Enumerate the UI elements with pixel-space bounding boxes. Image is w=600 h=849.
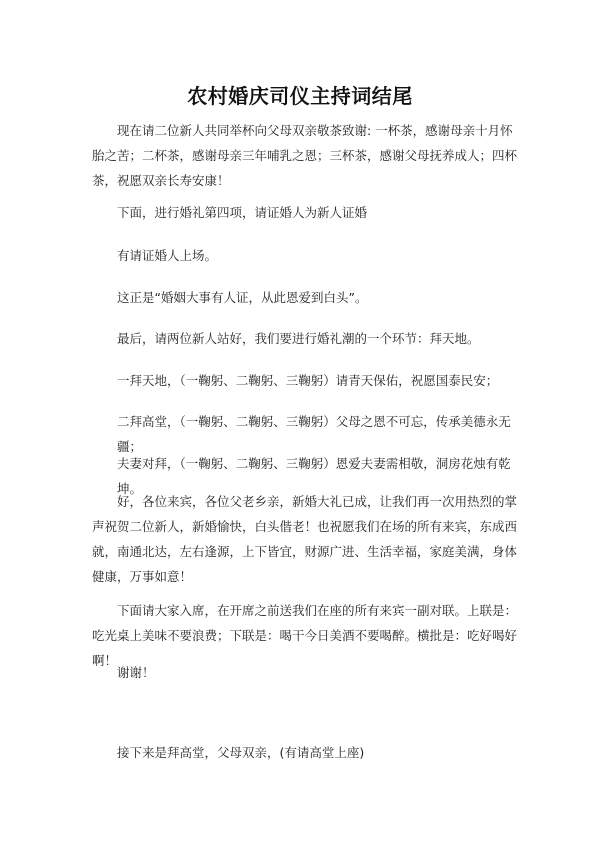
paragraph-couplet: 下面请大家入席，在开席之前送我们在座的所有来宾一副对联。上联是：吃光桌上美味不要浪费；下联是：喝干今日美酒不要喝醉。横批是：吃好喝好啊！ (92, 603, 518, 668)
paragraph-thanks: 谢谢！ (117, 665, 155, 680)
paragraph-final-step: 最后，请两位新人站好，我们要进行婚礼潮的一个环节：拜天地。 (117, 331, 480, 346)
paragraph-bow-spouse: 夫妻对拜，（一鞠躬、二鞠躬、三鞠躬）恩爱夫妻需相敬，洞房花烛有乾坤。 (117, 456, 511, 496)
paragraph-blessing: 好，各位来宾，各位父老乡亲，新婚大礼已成，让我们再一次用热烈的掌声祝贺二位新人，新婚愉快，白头偕老！也祝愿我们在场的所有来宾，东成西就，南通北达，左右逢源，上下皆宜，财源广进、生活幸福，家庭美满，身体健康，万事如意！ (92, 494, 518, 584)
paragraph-parents-seat: 接下来是拜高堂，父母双亲，(有请高堂上座) (117, 745, 365, 760)
paragraph-witness-enter: 有请证婚人上场。 (117, 248, 218, 263)
paragraph-quote: 这正是“婚姻大事有人证，从此恩爱到白头”。 (117, 290, 368, 305)
paragraph-witness-intro: 下面，进行婚礼第四项，请证婚人为新人证婚 (117, 205, 368, 220)
paragraph-bow-parents: 二拜高堂，（一鞠躬、二鞠躬、三鞠躬）父母之恩不可忘，传承美德永无疆； (117, 414, 511, 454)
paragraph-bow-heaven: 一拜天地，（一鞠躬、二鞠躬、三鞠躬）请青天保佑，祝愿国泰民安； (117, 373, 499, 388)
paragraph-toast-tea: 现在请二位新人共同举杯向父母双亲敬茶致谢: 一杯茶，感谢母亲十月怀胎之苦；二杯茶，感谢母亲三年哺乳之恩；三杯茶，感谢父母抚养成人；四杯茶，祝愿双亲长寿安康！ (92, 123, 518, 188)
document-title: 农村婚庆司仪主持词结尾 (187, 84, 413, 108)
